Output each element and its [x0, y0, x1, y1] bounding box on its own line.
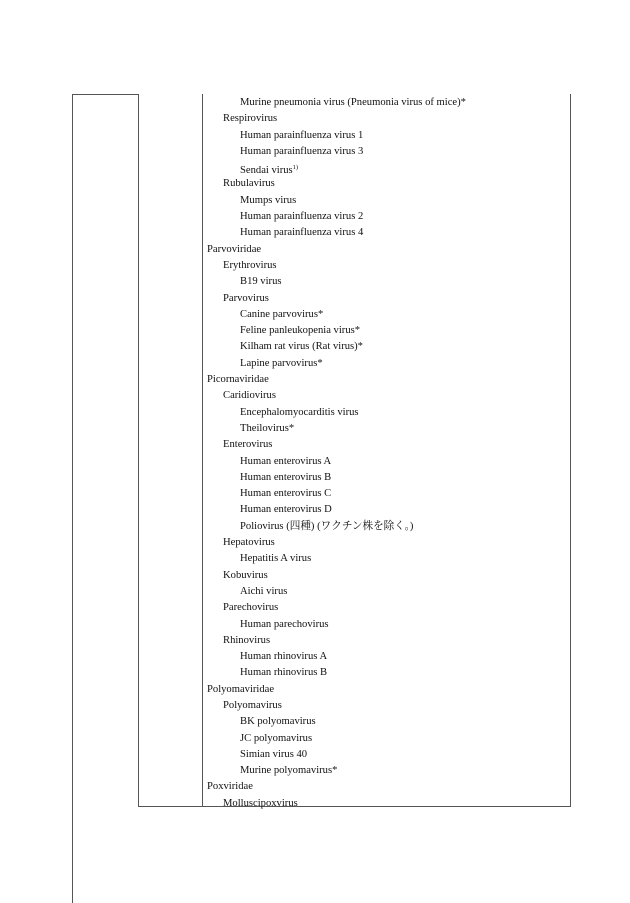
entry-text: Erythrovirus [223, 259, 277, 271]
genus-entry [207, 437, 466, 453]
species-entry [207, 486, 466, 502]
family-entry [207, 682, 466, 698]
species-entry [207, 405, 466, 421]
genus-entry [207, 796, 466, 812]
table-column-divider-2 [202, 94, 203, 807]
entry-text: Human parainfluenza virus 4 [240, 227, 364, 239]
species-entry [207, 665, 466, 681]
genus-entry [207, 698, 466, 714]
entry-text: Aichi virus [240, 585, 288, 597]
entry-text: Respirovirus [223, 113, 278, 125]
species-entry [207, 193, 466, 209]
species-entry [207, 356, 466, 372]
entry-text: Enterovirus [223, 439, 273, 451]
family-entry [207, 779, 466, 795]
entry-text: JC polyomavirus [240, 732, 313, 744]
entry-text: Encephalomyocarditis virus [240, 406, 359, 418]
entry-text: Human enterovirus B [240, 471, 332, 483]
entry-text: Picornaviridae [207, 374, 269, 386]
genus-entry [207, 258, 466, 274]
entry-text: Human parainfluenza virus 1 [240, 129, 364, 141]
species-entry [207, 144, 466, 160]
entry-text: Canine parvovirus* [240, 308, 324, 320]
species-entry [207, 649, 466, 665]
genus-entry [207, 535, 466, 551]
table-column-divider-1 [138, 94, 139, 807]
virus-classification-list [207, 95, 466, 812]
species-entry [207, 209, 466, 225]
species-entry [207, 551, 466, 567]
entry-text: Rhinovirus [223, 634, 271, 646]
species-entry [207, 763, 466, 779]
genus-entry [207, 568, 466, 584]
entry-text: Human parechovirus [240, 618, 329, 630]
species-entry [207, 95, 466, 111]
species-entry [207, 225, 466, 241]
entry-text: Hepatovirus [223, 537, 275, 549]
species-entry [207, 502, 466, 518]
table-border-left [72, 94, 73, 903]
entry-text: Caridiovirus [223, 390, 276, 402]
entry-text: Human enterovirus C [240, 488, 332, 500]
entry-text: Kobuvirus [223, 569, 268, 581]
entry-text: Rubulavirus [223, 178, 275, 190]
entry-text: Kilham rat virus (Rat virus)* [240, 341, 363, 353]
genus-entry [207, 600, 466, 616]
species-entry [207, 519, 466, 535]
entry-text: Human rhinovirus B [240, 667, 328, 679]
entry-text: Molluscipoxvirus [223, 797, 298, 809]
species-entry [207, 470, 466, 486]
entry-text: Sendai virus [240, 165, 293, 177]
entry-text: B19 virus [240, 276, 282, 288]
entry-text: Murine polyomavirus* [240, 765, 338, 777]
entry-text: Human enterovirus A [240, 455, 332, 467]
genus-entry [207, 291, 466, 307]
table-border-right [570, 94, 571, 807]
entry-text: Poliovirus (四種) (ワクチン株を除く。) [240, 520, 414, 532]
footnote-marker: 1) [292, 164, 299, 172]
table-row-divider-top [72, 94, 138, 95]
species-entry [207, 339, 466, 355]
species-entry [207, 307, 466, 323]
species-entry [207, 454, 466, 470]
family-entry [207, 242, 466, 258]
species-entry [207, 323, 466, 339]
genus-entry [207, 388, 466, 404]
species-entry [207, 714, 466, 730]
genus-entry [207, 111, 466, 127]
entry-text: Simian virus 40 [240, 748, 308, 760]
species-entry [207, 731, 466, 747]
entry-text: Parechovirus [223, 602, 279, 614]
species-entry [207, 160, 466, 176]
entry-text: Hepatitis A virus [240, 553, 312, 565]
entry-text: Lapine parvovirus* [240, 357, 323, 369]
family-entry [207, 372, 466, 388]
entry-text: Parvovirus [223, 292, 269, 304]
entry-text: Polyomaviridae [207, 683, 275, 695]
entry-text: Polyomavirus [223, 699, 282, 711]
species-entry [207, 747, 466, 763]
genus-entry [207, 633, 466, 649]
species-entry [207, 274, 466, 290]
entry-text: Human enterovirus D [240, 504, 332, 516]
entry-text: Theilovirus* [240, 422, 295, 434]
entry-text: Poxviridae [207, 781, 253, 793]
species-entry [207, 617, 466, 633]
entry-text: Human parainfluenza virus 2 [240, 211, 364, 223]
entry-text: Human parainfluenza virus 3 [240, 145, 364, 157]
entry-text: Mumps virus [240, 194, 297, 206]
entry-text: Feline panleukopenia virus* [240, 325, 361, 337]
entry-text: Murine pneumonia virus (Pneumonia virus of mice)* [240, 97, 466, 108]
genus-entry [207, 176, 466, 192]
entry-text: BK polyomavirus [240, 716, 316, 728]
species-entry [207, 128, 466, 144]
entry-text: Parvoviridae [207, 243, 262, 255]
species-entry [207, 584, 466, 600]
species-entry [207, 421, 466, 437]
entry-text: Human rhinovirus A [240, 651, 328, 663]
